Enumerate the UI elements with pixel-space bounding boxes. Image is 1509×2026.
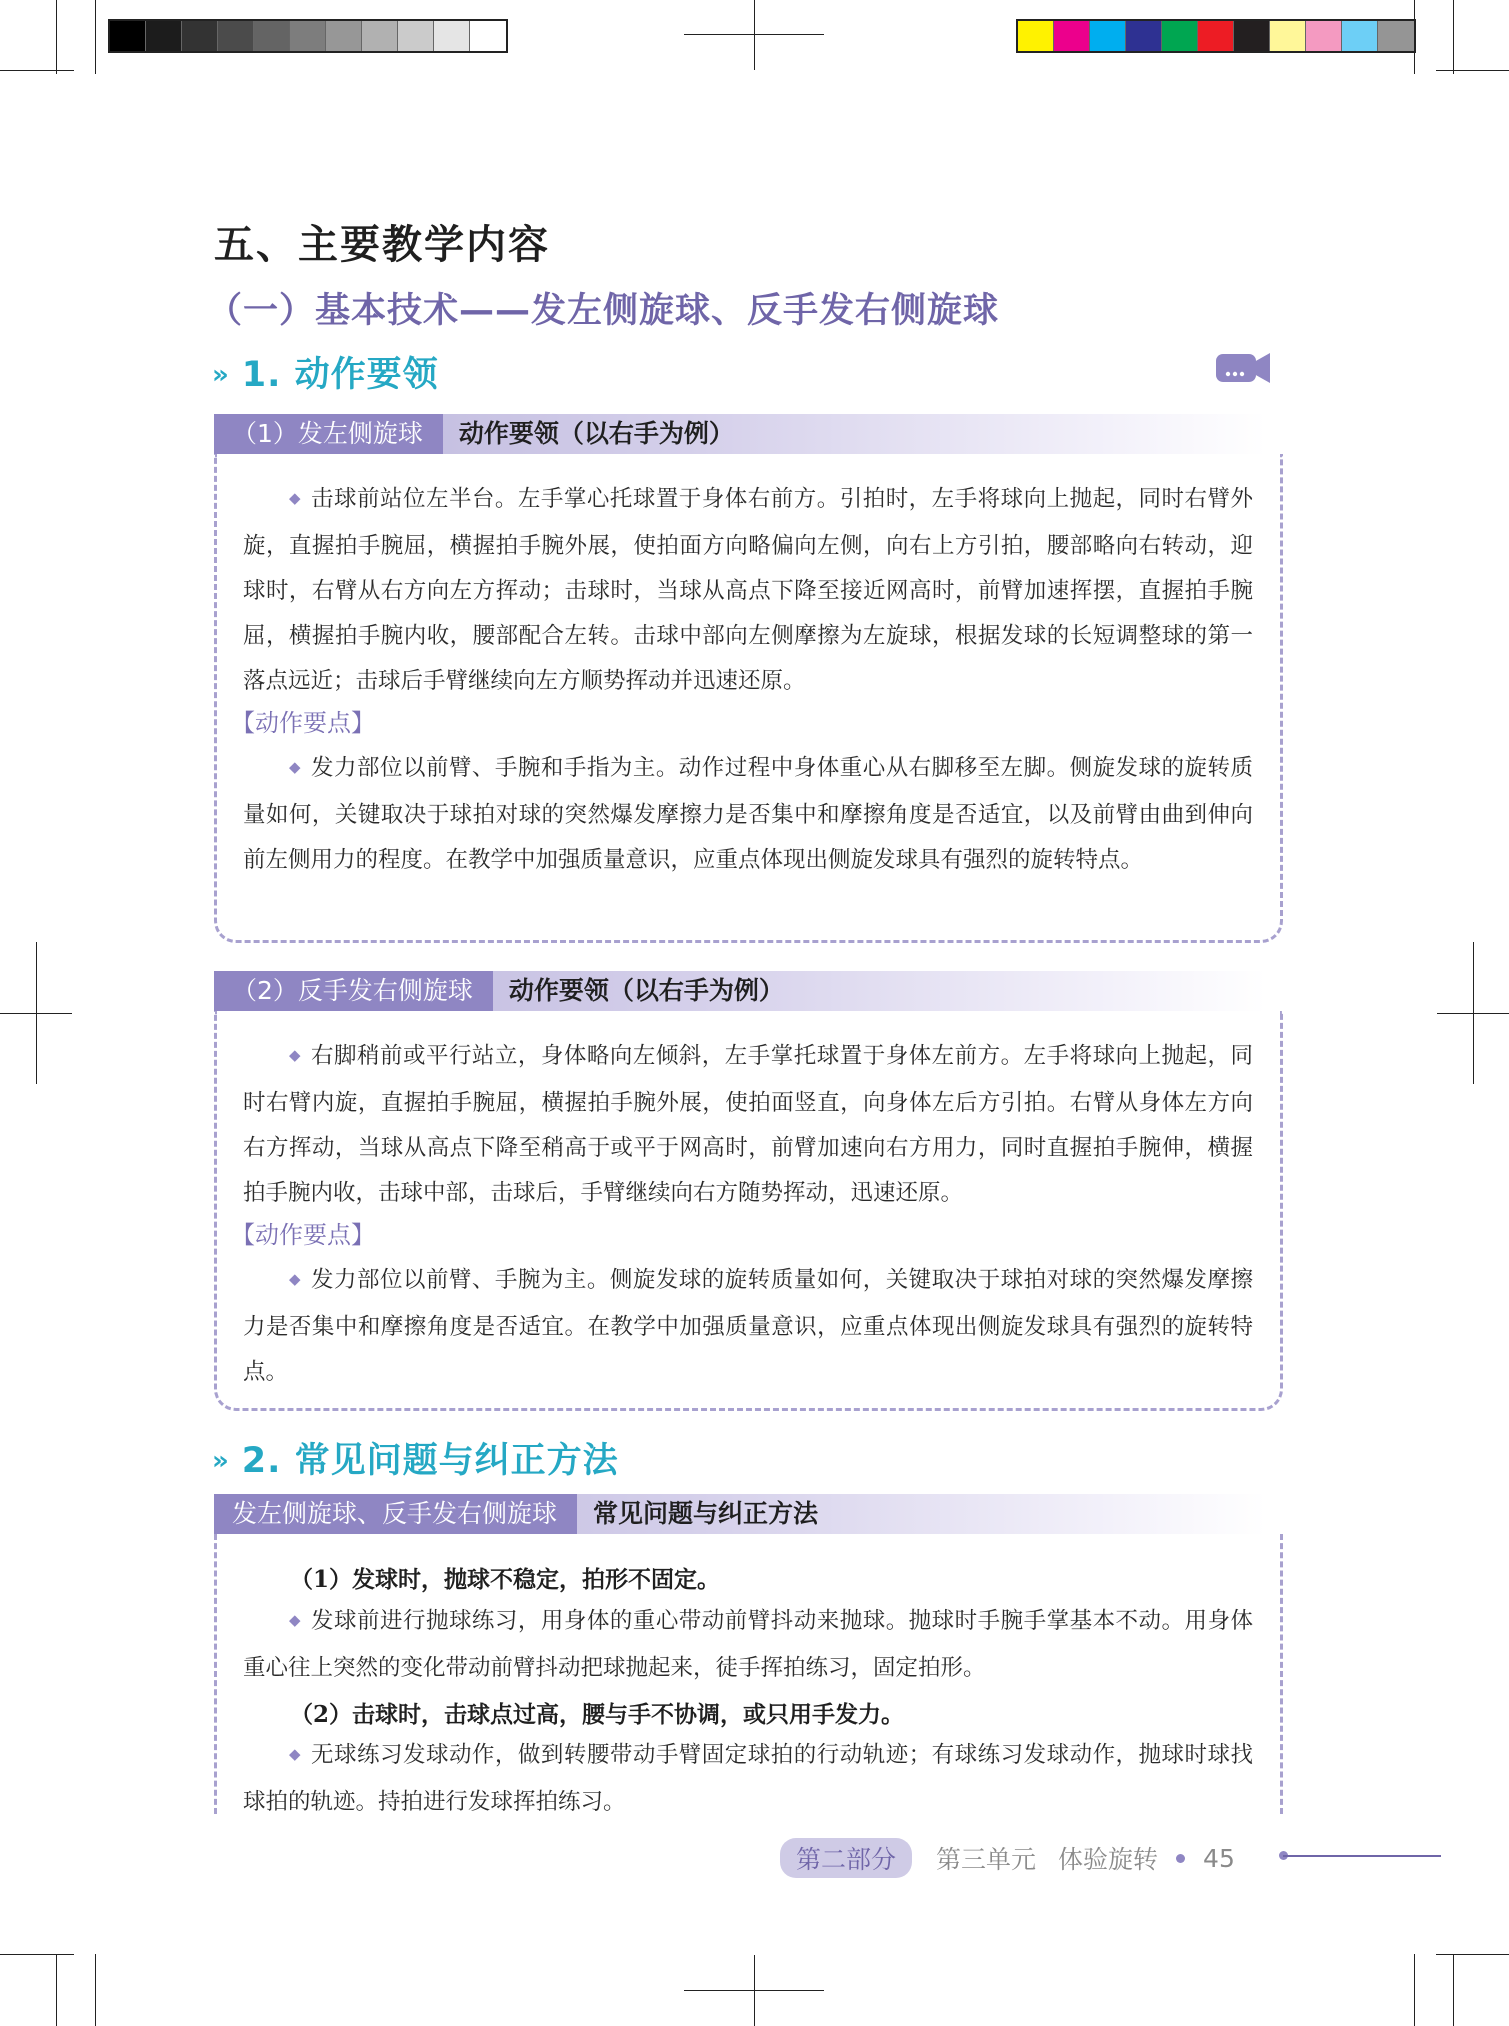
gray-swatch-4 bbox=[218, 21, 254, 51]
footer-rule bbox=[1283, 1855, 1441, 1857]
color-swatch-5 bbox=[1162, 21, 1198, 51]
color-swatch-7 bbox=[1234, 21, 1270, 51]
problem-1-title: （1）发球时，抛球不稳定，拍形不固定。 bbox=[290, 1566, 721, 1593]
part-2-bar-title: 动作要领（以右手为例） bbox=[508, 976, 784, 1005]
color-swatch-6 bbox=[1198, 21, 1234, 51]
part-1-key-text: ◆ 发力部位以前臂、手腕和手指为主。动作过程中身体重心从右脚移至左脚。侧旋发球的旋转质量如何，关键取决于球拍对球的突然爆发摩擦力是否集中和摩擦角度是否适宜，以及前臂由曲到伸向前左侧用力的程度。在教学中加强质量意识，应重点体现出侧旋发球具有强烈的旋转特点。 bbox=[243, 755, 1253, 873]
unit-subheading: （一）基本技术——发左侧旋球、反手发右侧旋球 bbox=[207, 291, 1000, 331]
part-2-text: ◆ 右脚稍前或平行站立，身体略向左倾斜，左手掌托球置于身体左前方。左手将球向上抛起，同时右臂内旋，直握拍手腕屈，横握拍手腕外展，使拍面竖直，向身体左后方引拍。右臂从身体左方向右方挥动，当球从高点下降至稍高于或平于网高时，前臂加速向右方用力，同时直握拍手腕伸，横握拍手腕内收，击球中部，击球后，手臂继续向右方随势挥动，迅速还原。 bbox=[243, 1043, 1253, 1206]
section-2-tag: 发左侧旋球、反手发右侧旋球 bbox=[214, 1494, 577, 1534]
section-1-title bbox=[212, 347, 439, 397]
page-number: 45 bbox=[1203, 1843, 1235, 1873]
section-2-title bbox=[212, 1433, 619, 1483]
part-1-key-label: 【动作要点】 bbox=[231, 709, 375, 737]
problem-2-title: （2）击球时，击球点过高，腰与手不协调，或只用手发力。 bbox=[290, 1701, 905, 1728]
color-swatch-4 bbox=[1126, 21, 1162, 51]
diamond-bullet-icon: ◆ bbox=[289, 1046, 302, 1064]
section-2-bar bbox=[214, 1494, 818, 1534]
footer-dot-icon bbox=[1176, 1854, 1185, 1863]
color-swatch-10 bbox=[1342, 21, 1378, 51]
part-2-key-label: 【动作要点】 bbox=[231, 1221, 375, 1249]
gray-swatch-2 bbox=[146, 21, 182, 51]
diamond-bullet-icon: ◆ bbox=[289, 1611, 302, 1629]
gray-swatch-11 bbox=[470, 21, 506, 51]
page-heading: 五、主要教学内容 bbox=[214, 221, 550, 268]
color-swatch-1 bbox=[1018, 21, 1054, 51]
color-swatch-2 bbox=[1054, 21, 1090, 51]
section-1-title-text: 1. 动作要领 bbox=[241, 355, 439, 395]
color-swatch-3 bbox=[1090, 21, 1126, 51]
part-2-tag: （2）反手发右侧旋球 bbox=[214, 971, 493, 1011]
color-swatch-8 bbox=[1270, 21, 1306, 51]
gray-swatch-10 bbox=[434, 21, 470, 51]
color-swatch-9 bbox=[1306, 21, 1342, 51]
diamond-bullet-icon: ◆ bbox=[289, 1270, 302, 1288]
gray-swatch-5 bbox=[254, 21, 290, 51]
gray-swatch-1 bbox=[110, 21, 146, 51]
gray-swatch-9 bbox=[398, 21, 434, 51]
diamond-bullet-icon: ◆ bbox=[289, 489, 302, 507]
gray-swatch-8 bbox=[362, 21, 398, 51]
part-1-tag: （1）发左侧旋球 bbox=[214, 414, 443, 454]
double-chevron-icon: » bbox=[212, 1446, 230, 1476]
problem-2-solution: ◆ 无球练习发球动作，做到转腰带动手臂固定球拍的行动轨迹；有球练习发球动作，抛球时球找球拍的轨迹。持拍进行发球挥拍练习。 bbox=[243, 1742, 1253, 1815]
section-2-title-text: 2. 常见问题与纠正方法 bbox=[241, 1441, 619, 1481]
grayscale-calibration-bar bbox=[108, 19, 508, 53]
gray-swatch-6 bbox=[290, 21, 326, 51]
gray-swatch-7 bbox=[326, 21, 362, 51]
page-footer bbox=[780, 1838, 1235, 1878]
color-calibration-bar bbox=[1016, 19, 1416, 53]
section-2-bar-title: 常见问题与纠正方法 bbox=[593, 1499, 819, 1528]
footer-unit: 第三单元 bbox=[936, 1845, 1037, 1874]
part-2-key-text: ◆ 发力部位以前臂、手腕为主。侧旋发球的旋转质量如何，关键取决于球拍对球的突然爆发摩擦力是否集中和摩擦角度是否适宜。在教学中加强质量意识，应重点体现出侧旋发球具有强烈的旋转特点。 bbox=[243, 1267, 1253, 1385]
part-1-text: ◆ 击球前站位左半台。左手掌心托球置于身体右前方。引拍时，左手将球向上抛起，同时右臂外旋，直握拍手腕屈，横握拍手腕外展，使拍面方向略偏向左侧，向右上方引拍，腰部略向右转动，迎球时，右臂从右方向左方挥动；击球时，当球从高点下降至接近网高时，前臂加速挥摆，直握拍手腕屈，横握拍手腕内收，腰部配合左转。击球中部向左侧摩擦为左旋球，根据发球的长短调整球的第一落点远近；击球后手臂继续向左方顺势挥动并迅速还原。 bbox=[243, 486, 1253, 694]
color-swatch-11 bbox=[1378, 21, 1414, 51]
part-1-bar bbox=[214, 414, 734, 454]
part-1-bar-title: 动作要领（以右手为例） bbox=[458, 419, 734, 448]
gray-swatch-3 bbox=[182, 21, 218, 51]
diamond-bullet-icon: ◆ bbox=[289, 758, 302, 776]
problem-1-solution: ◆ 发球前进行抛球练习，用身体的重心带动前臂抖动来抛球。抛球时手腕手掌基本不动。用身体重心往上突然的变化带动前臂抖动把球抛起来，徒手挥拍练习，固定拍形。 bbox=[243, 1608, 1253, 1681]
video-camera-icon[interactable] bbox=[1216, 351, 1270, 385]
double-chevron-icon: » bbox=[212, 360, 230, 390]
diamond-bullet-icon: ◆ bbox=[289, 1745, 302, 1763]
part-2-bar bbox=[214, 971, 784, 1011]
footer-part-badge: 第二部分 bbox=[780, 1838, 912, 1878]
footer-topic: 体验旋转 bbox=[1058, 1845, 1159, 1874]
